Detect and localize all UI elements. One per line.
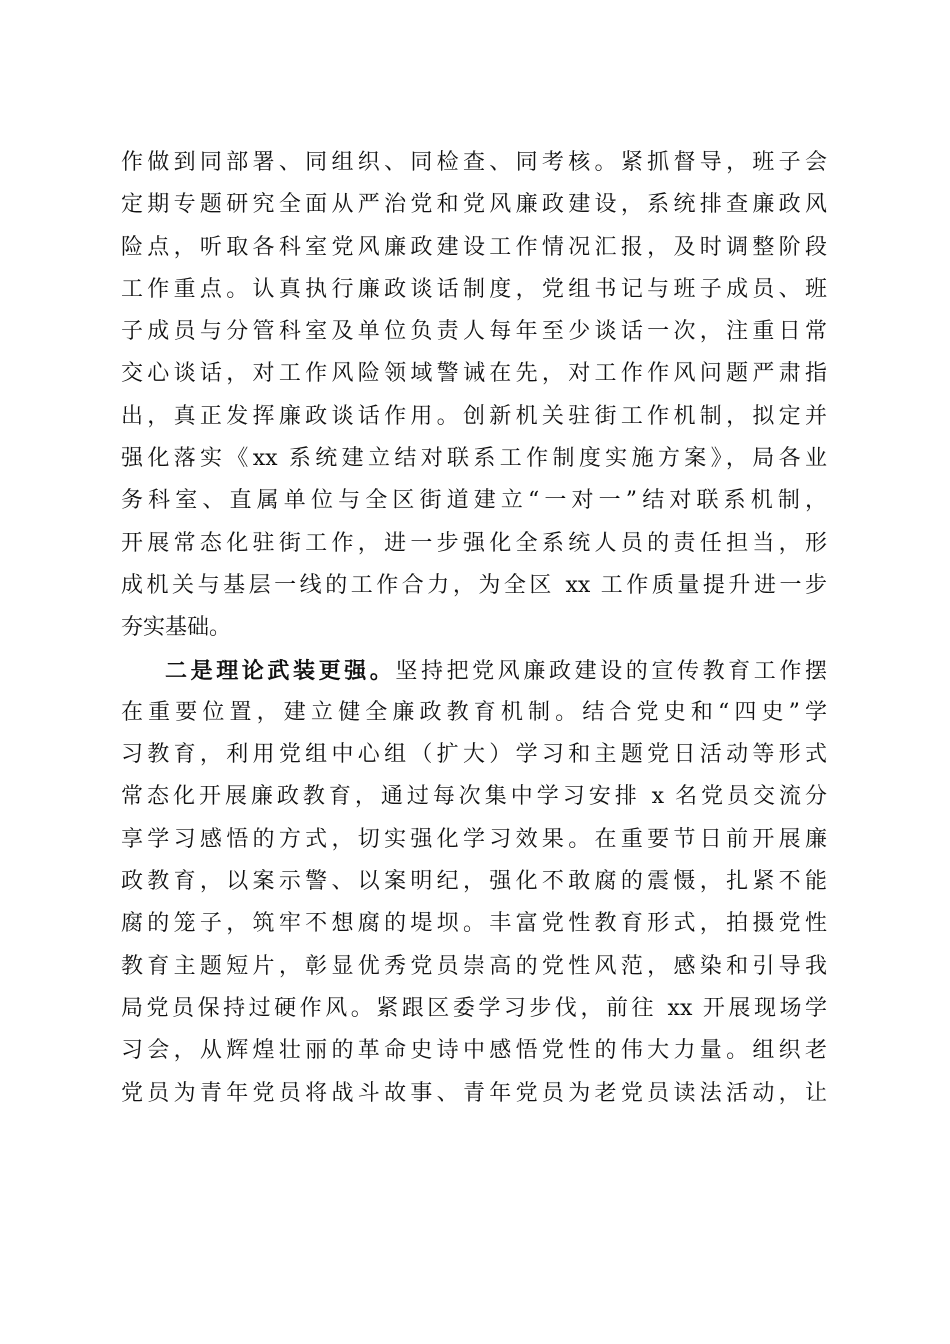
text-line: 成机关与基层一线的工作合力，为全区 xx 工作质量提升进一步 [121, 572, 827, 598]
section-heading: 二是理论武装更强。 [165, 657, 396, 684]
text-line: 交心谈话，对工作风险领域警诫在先，对工作作风问题严肃指 [121, 361, 827, 387]
text-line: 在重要位置，建立健全廉政教育机制。结合党史和“四史”学 [121, 699, 827, 725]
text-line: 夯实基础。 [121, 615, 232, 641]
text-line: 局党员保持过硬作风。紧跟区委学习步伐，前往 xx 开展现场学 [121, 995, 827, 1021]
text-line: 习会，从辉煌壮丽的革命史诗中感悟党性的伟大力量。组织老 [121, 1038, 827, 1064]
text-line: 作做到同部署、同组织、同检查、同考核。紧抓督导，班子会 [121, 150, 827, 175]
text-line: 工作重点。认真执行廉政谈话制度，党组书记与班子成员、班 [121, 276, 827, 302]
text-line: 强化落实《xx 系统建立结对联系工作制度实施方案》，局各业 [121, 446, 827, 472]
text-line: 党员为青年党员将战斗故事、青年党员为老党员读法活动，让 [121, 1080, 827, 1106]
text-line: 开展常态化驻街工作，进一步强化全系统人员的责任担当，形 [121, 530, 827, 556]
text-line: 政教育，以案示警、以案明纪，强化不敢腐的震慑，扎紧不能 [121, 869, 827, 895]
text-line: 出，真正发挥廉政谈话作用。创新机关驻街工作机制，拟定并 [121, 403, 827, 429]
text-line: 享学习感悟的方式，切实强化学习效果。在重要节日前开展廉 [121, 826, 827, 852]
text-line: 险点，听取各科室党风廉政建设工作情况汇报，及时调整阶段 [121, 234, 827, 260]
paragraph-theory-education [121, 650, 827, 1115]
paragraph-first-line [121, 650, 827, 692]
paragraph-organization-work [121, 142, 827, 650]
text-line: 子成员与分管科室及单位负责人每年至少谈话一次，注重日常 [121, 319, 827, 345]
text-line: 腐的笼子，筑牢不想腐的堤坝。丰富党性教育形式，拍摄党性 [121, 911, 827, 937]
text-line: 教育主题短片，彰显优秀党员崇高的党性风范，感染和引导我 [121, 953, 827, 979]
text-run: 坚持把党风廉政建设的宣传教育工作摆 [395, 658, 827, 684]
text-line: 定期专题研究全面从严治党和党风廉政建设，系统排查廉政风 [121, 192, 827, 218]
text-line: 习教育，利用党组中心组（扩大）学习和主题党日活动等形式 [121, 742, 827, 768]
text-line: 务科室、直属单位与全区街道建立“一对一”结对联系机制， [121, 488, 827, 514]
text-line: 常态化开展廉政教育，通过每次集中学习安排 x 名党员交流分 [121, 784, 827, 810]
document-body [121, 142, 827, 1115]
